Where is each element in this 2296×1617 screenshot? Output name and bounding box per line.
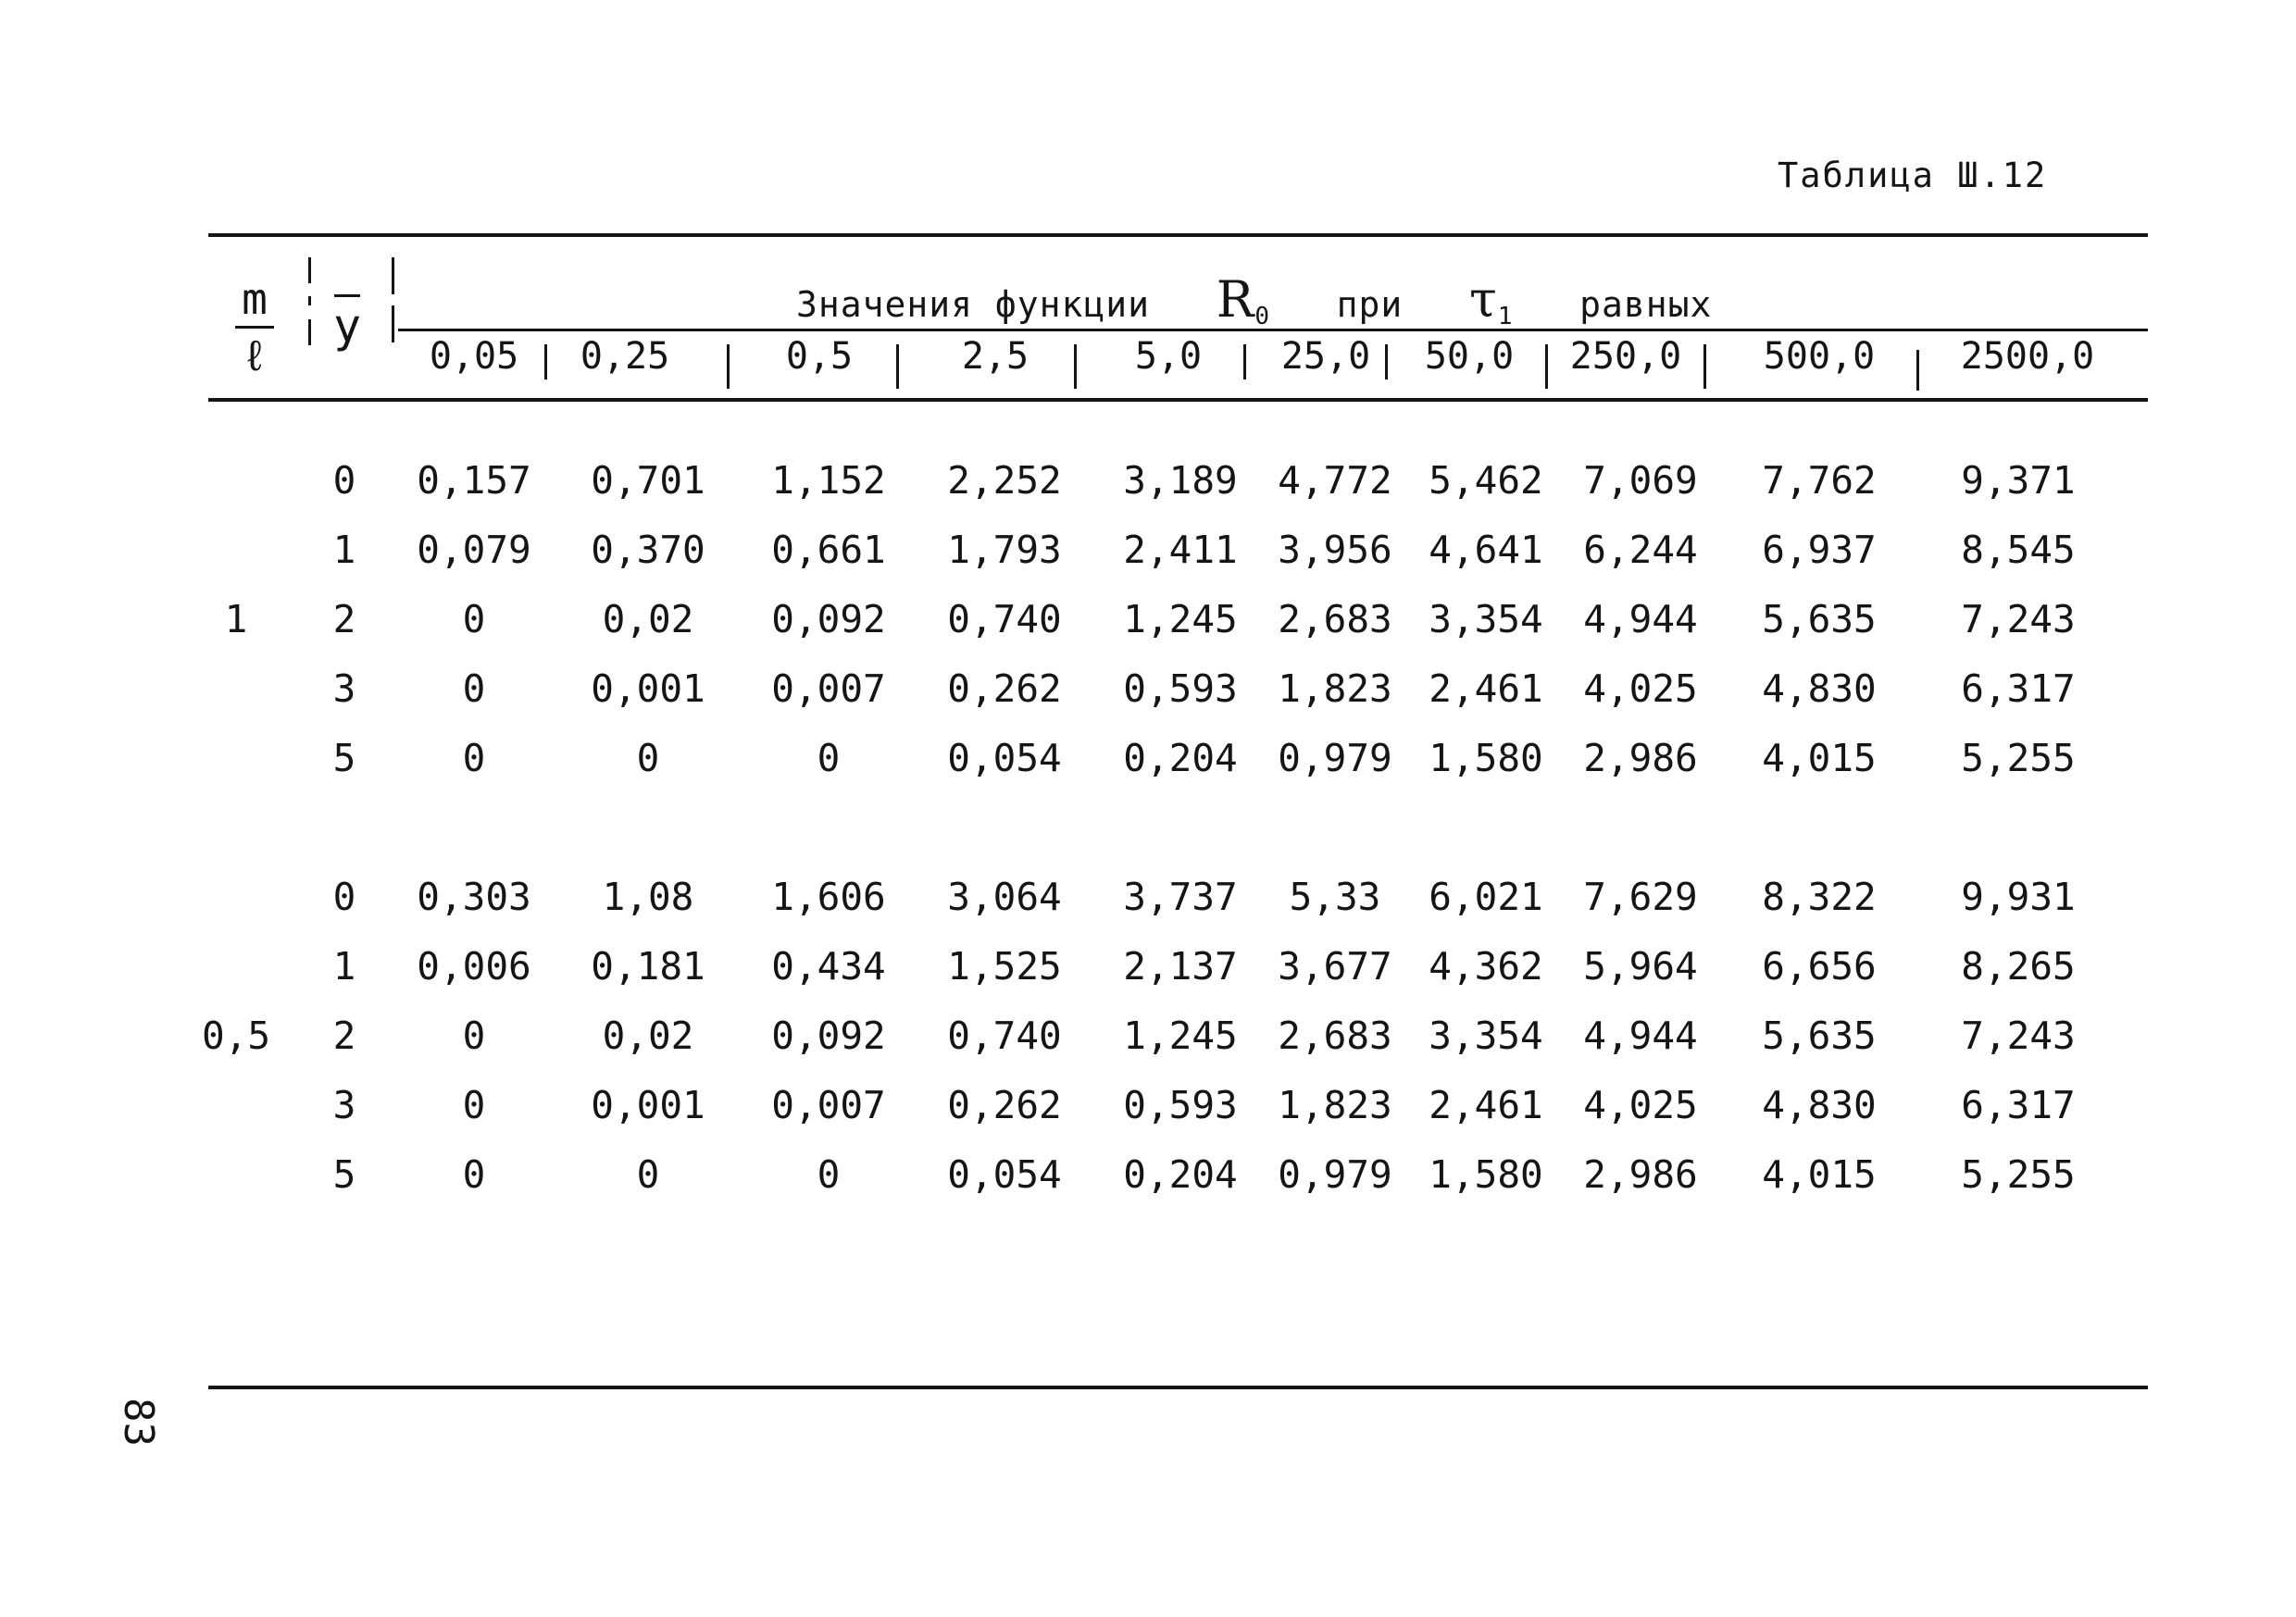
table-cell: 0,092 — [771, 1014, 886, 1058]
table-cell: 0,593 — [1123, 1083, 1238, 1127]
header-m-over-l — [231, 274, 278, 380]
table-cell: 2,461 — [1429, 666, 1543, 711]
table-cell: 4,015 — [1762, 1152, 1877, 1197]
column-header: 250,0 — [1569, 335, 1682, 378]
table-cell: 5,33 — [1289, 875, 1381, 919]
table-cell: 0 — [636, 1152, 660, 1197]
column-header: 5,0 — [1134, 335, 1203, 378]
table-cell: 0 — [462, 1083, 486, 1127]
table-cell: 0,979 — [1278, 736, 1392, 780]
table-cell: 8,545 — [1961, 528, 2076, 572]
table-cell: 6,937 — [1762, 528, 1877, 572]
row-y-value: 2 — [332, 1014, 356, 1058]
table-cell: 0,054 — [947, 736, 1062, 780]
row-y-value: 3 — [332, 1083, 356, 1127]
row-y-value: 5 — [332, 1152, 356, 1197]
column-separator — [1703, 344, 1706, 389]
column-separator — [1074, 344, 1077, 389]
table-cell: 6,317 — [1961, 1083, 2076, 1127]
table-cell: 0 — [817, 1152, 841, 1197]
row-y-value: 1 — [332, 528, 356, 572]
column-header: 2,5 — [961, 335, 1029, 378]
table-cell: 3,737 — [1123, 875, 1238, 919]
table-cell: 0,006 — [417, 944, 531, 989]
column-separator — [1243, 344, 1246, 379]
table-cell: 0,007 — [771, 666, 886, 711]
table-cell: 3,677 — [1278, 944, 1392, 989]
table-cell: 0,02 — [602, 597, 694, 641]
table-cell: 0 — [817, 736, 841, 780]
overline — [334, 294, 360, 297]
header-separator — [392, 257, 394, 294]
table-cell: 2,461 — [1429, 1083, 1543, 1127]
table-cell: 6,656 — [1762, 944, 1877, 989]
table-cell: 1,525 — [947, 944, 1062, 989]
table-cell: 1,152 — [771, 458, 886, 503]
table-cell: 0 — [462, 1014, 486, 1058]
header-title-text: Значения функции — [796, 284, 1151, 325]
table-cell: 0,079 — [417, 528, 531, 572]
header-y: y — [333, 299, 362, 353]
table-cell: 5,462 — [1429, 458, 1543, 503]
header-bottom-rule — [208, 398, 2148, 402]
table-cell: 2,986 — [1583, 736, 1698, 780]
table-cell: 1,793 — [947, 528, 1062, 572]
page-number: 83 — [115, 1398, 162, 1447]
table-cell: 6,317 — [1961, 666, 2076, 711]
table-cell: 7,629 — [1583, 875, 1698, 919]
row-y-value: 5 — [332, 736, 356, 780]
table-cell: 7,762 — [1762, 458, 1877, 503]
column-header: 0,25 — [580, 335, 670, 378]
table-cell: 8,265 — [1961, 944, 2076, 989]
table-cell: 6,244 — [1583, 528, 1698, 572]
column-separator — [1385, 344, 1388, 379]
table-cell: 5,964 — [1583, 944, 1698, 989]
table-cell: 1,823 — [1278, 1083, 1392, 1127]
table-cell: 1,606 — [771, 875, 886, 919]
table-cell: 1,08 — [602, 875, 694, 919]
column-header: 2500,0 — [1960, 335, 2095, 378]
column-separator — [727, 344, 730, 389]
table-cell: 4,772 — [1278, 458, 1392, 503]
table-cell: 2,411 — [1123, 528, 1238, 572]
top-rule — [208, 233, 2148, 237]
column-header: 500,0 — [1763, 335, 1876, 378]
column-header: 25,0 — [1280, 335, 1371, 378]
table-cell: 4,362 — [1429, 944, 1543, 989]
table-cell: 4,641 — [1429, 528, 1543, 572]
column-header: 0,05 — [429, 335, 519, 378]
table-cell: 1,580 — [1429, 1152, 1543, 1197]
header-y-bar — [333, 294, 361, 353]
tau-symbol: τ — [1468, 270, 1498, 329]
table-cell: 0 — [462, 666, 486, 711]
function-subscript: 0 — [1254, 303, 1271, 330]
table-cell: 0,979 — [1278, 1152, 1392, 1197]
function-symbol: R — [1216, 270, 1255, 329]
table-cell: 5,635 — [1762, 1014, 1877, 1058]
table-cell: 4,025 — [1583, 1083, 1698, 1127]
table-cell: 5,635 — [1762, 597, 1877, 641]
table-cell: 3,354 — [1429, 1014, 1543, 1058]
header-separator — [308, 257, 311, 283]
table-cell: 0,740 — [947, 1014, 1062, 1058]
table-cell: 4,830 — [1762, 1083, 1877, 1127]
table-cell: 9,371 — [1961, 458, 2076, 503]
fraction-bar — [235, 326, 274, 329]
table-cell: 2,683 — [1278, 597, 1392, 641]
table-caption: Таблица Ш.12 — [1778, 155, 2048, 195]
table-cell: 4,944 — [1583, 597, 1698, 641]
header-title — [796, 270, 1712, 330]
table-cell: 0,157 — [417, 458, 531, 503]
table-cell: 1,245 — [1123, 1014, 1238, 1058]
row-y-value: 0 — [332, 875, 356, 919]
table-cell: 0,740 — [947, 597, 1062, 641]
table-cell: 0,007 — [771, 1083, 886, 1127]
table-cell: 7,243 — [1961, 597, 2076, 641]
table-cell: 0,001 — [591, 666, 705, 711]
column-header: 0,5 — [785, 335, 854, 378]
table-cell: 0,181 — [591, 944, 705, 989]
column-separator — [896, 344, 899, 389]
table-cell: 3,354 — [1429, 597, 1543, 641]
header-separator — [308, 296, 311, 305]
header-end-word: равных — [1579, 284, 1713, 325]
table-cell: 2,137 — [1123, 944, 1238, 989]
header-mid-word: при — [1336, 284, 1404, 325]
column-separator — [544, 344, 547, 379]
table-cell: 0,262 — [947, 1083, 1062, 1127]
group-label: 0,5 — [201, 1014, 271, 1058]
table-cell: 4,025 — [1583, 666, 1698, 711]
table-cell: 1,580 — [1429, 736, 1543, 780]
column-separator — [1545, 344, 1548, 389]
header-m: m — [242, 274, 268, 324]
table-cell: 1,245 — [1123, 597, 1238, 641]
table-cell: 2,683 — [1278, 1014, 1392, 1058]
row-y-value: 1 — [332, 944, 356, 989]
table-cell: 0 — [462, 1152, 486, 1197]
header-separator — [308, 319, 311, 345]
table-cell: 0,02 — [602, 1014, 694, 1058]
table-cell: 8,322 — [1762, 875, 1877, 919]
table-cell: 0,701 — [591, 458, 705, 503]
header-separator — [392, 305, 394, 342]
table-cell: 2,986 — [1583, 1152, 1698, 1197]
table-cell: 0,434 — [771, 944, 886, 989]
table-cell: 0,204 — [1123, 1152, 1238, 1197]
table-cell: 0,092 — [771, 597, 886, 641]
row-y-value: 3 — [332, 666, 356, 711]
table-cell: 0,370 — [591, 528, 705, 572]
table-cell: 0 — [636, 736, 660, 780]
table-cell: 4,944 — [1583, 1014, 1698, 1058]
table-cell: 0,054 — [947, 1152, 1062, 1197]
table-cell: 3,064 — [947, 875, 1062, 919]
table-cell: 5,255 — [1961, 736, 2076, 780]
table-cell: 3,189 — [1123, 458, 1238, 503]
row-y-value: 0 — [332, 458, 356, 503]
table-cell: 6,021 — [1429, 875, 1543, 919]
tau-subscript: 1 — [1497, 303, 1514, 330]
table-cell: 0,001 — [591, 1083, 705, 1127]
table-cell: 7,069 — [1583, 458, 1698, 503]
group-label: 1 — [224, 597, 248, 641]
table-cell: 4,830 — [1762, 666, 1877, 711]
header-l: ℓ — [242, 330, 268, 380]
row-y-value: 2 — [332, 597, 356, 641]
table-cell: 9,931 — [1961, 875, 2076, 919]
bottom-rule — [208, 1386, 2148, 1389]
column-separator — [1916, 350, 1919, 391]
table-cell: 0,661 — [771, 528, 886, 572]
table-cell: 0 — [462, 736, 486, 780]
table-cell: 5,255 — [1961, 1152, 2076, 1197]
table-cell: 4,015 — [1762, 736, 1877, 780]
table-cell: 7,243 — [1961, 1014, 2076, 1058]
table-cell: 1,823 — [1278, 666, 1392, 711]
table-cell: 0,204 — [1123, 736, 1238, 780]
table-cell: 0,593 — [1123, 666, 1238, 711]
table-cell: 0,262 — [947, 666, 1062, 711]
table-cell: 0,303 — [417, 875, 531, 919]
table-cell: 3,956 — [1278, 528, 1392, 572]
table-cell: 0 — [462, 597, 486, 641]
column-header: 50,0 — [1424, 335, 1515, 378]
table-cell: 2,252 — [947, 458, 1062, 503]
